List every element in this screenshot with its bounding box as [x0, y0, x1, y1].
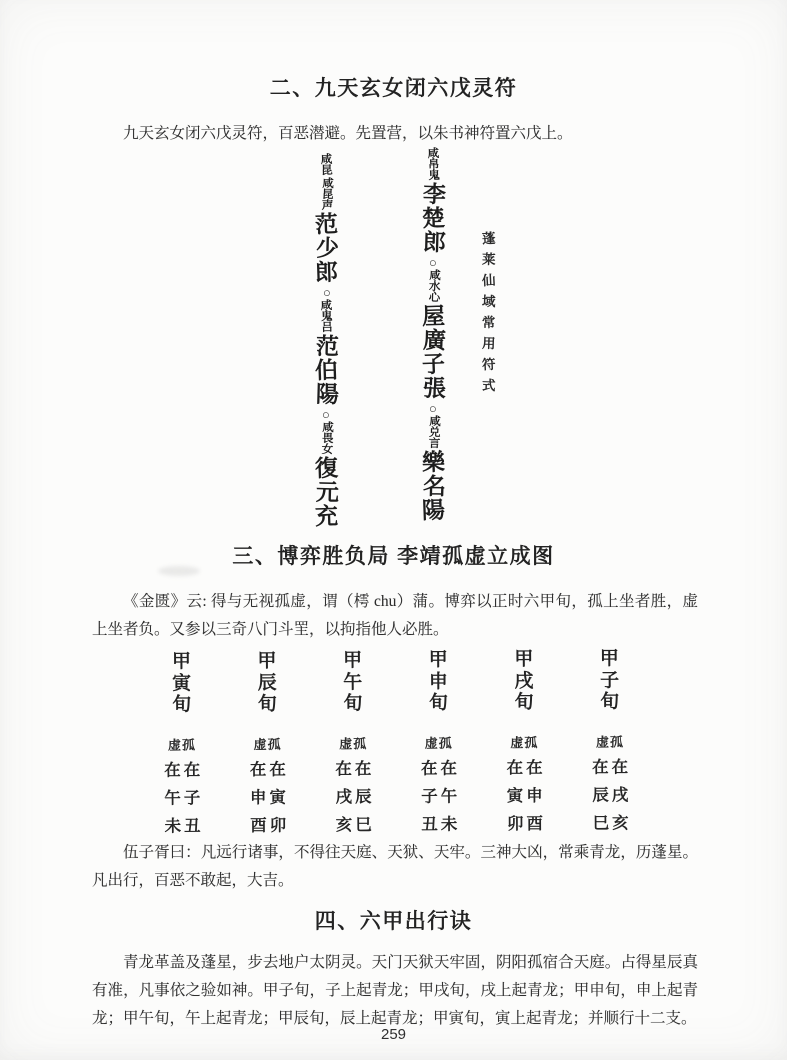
- talisman-caption-character: 符: [481, 356, 496, 373]
- talisman-caption-character: 域: [481, 293, 496, 310]
- header-character: 旬: [600, 691, 620, 713]
- talisman-glyph-part: 咸: [428, 269, 440, 283]
- page-number: 259: [380, 1026, 407, 1043]
- header-character: 午: [343, 671, 363, 693]
- header-character: 戌: [514, 670, 534, 692]
- jia-xun-column-header: [429, 650, 448, 717]
- branch-pair-cell: 卯酉: [506, 813, 547, 834]
- talisman-intro-paragraph: 九天玄女闭六戊灵符，百恶潜避。先置营，以朱书神符置六戊上。: [123, 125, 573, 142]
- talisman-glyph-part: 咸: [427, 147, 439, 161]
- header-character: 旬: [172, 694, 192, 716]
- talisman-caption-character: 仙: [481, 272, 496, 289]
- talisman-character: 復: [314, 455, 338, 482]
- talisman-glyph-part: 咸: [321, 421, 333, 435]
- header-character: 旬: [428, 692, 449, 714]
- header-character: 甲: [514, 649, 534, 671]
- branch-pair-cell: 在在: [164, 760, 204, 781]
- branch-pair-cell: 在在: [335, 759, 375, 779]
- branch-pair-cell: 在在: [420, 758, 461, 779]
- game-intro-paragraph: 《金匮》云: 得与无视孤虚，谓（樗 chu）蒲。博弈以正时六甲旬，孤上坐者胜，虚上坐者负。又参以三奇八门斗罜，以拘指他人必胜。: [92, 593, 698, 638]
- talisman-glyph-part: 咸: [428, 415, 440, 429]
- talisman-character: 李: [422, 181, 446, 208]
- header-character: 子: [599, 669, 620, 692]
- talisman-character: 范: [314, 211, 338, 238]
- talisman-glyph-part: 昆: [320, 164, 332, 178]
- header-character: 旬: [343, 693, 363, 715]
- xu-gu-label: 虚孤: [167, 736, 197, 753]
- header-character: 甲: [343, 650, 363, 672]
- talisman-caption-character: 常: [481, 314, 496, 331]
- branch-pair-cell: 未丑: [164, 816, 204, 836]
- branch-pair-cell: 午子: [164, 788, 204, 808]
- talisman-glyph-part: 言: [428, 437, 440, 451]
- xu-gu-label: 虚孤: [424, 735, 453, 751]
- xu-gu-label: 虚孤: [253, 736, 282, 752]
- travel-body-paragraph: 青龙革盖及蓬星，步去地户太阴灵。天门天狱天牢固，阴阳孤宿合天庭。占得星辰真有准，凡事依之验如神。甲子旬，子上起青龙；甲戌旬，戌上起青龙；甲申旬，申上起青龙；甲午旬，午上起青龙；甲辰旬，辰上起青龙；甲寅旬，寅上起青龙；并顺行十二支。: [92, 954, 698, 1027]
- talisman-glyph-part: 吕: [320, 321, 332, 335]
- header-character: 甲: [428, 649, 448, 671]
- header-character: 甲: [171, 651, 192, 673]
- branch-pair-cell: 在在: [249, 760, 289, 780]
- jia-xun-column: [577, 648, 642, 833]
- talisman-caption-character: 莱: [481, 251, 496, 268]
- talisman-glyph-part: 咸: [320, 153, 332, 167]
- talisman-compound-glyph: [320, 301, 332, 334]
- talisman-glyph-part: 女: [321, 443, 333, 457]
- header-character: 旬: [514, 692, 534, 714]
- talisman-glyph-part: 水: [428, 280, 440, 294]
- talisman-compound-glyph: [321, 423, 332, 456]
- talisman-glyph-part: 帛: [427, 158, 439, 172]
- talisman-compound-glyph: [320, 155, 331, 177]
- jia-xun-column-header: [343, 650, 362, 717]
- header-character: 申: [428, 671, 448, 693]
- talisman-character: 名: [422, 473, 446, 500]
- talisman-caption-character: 用: [481, 335, 496, 352]
- jia-xun-table: [149, 648, 642, 836]
- talisman-glyph-part: 昆: [321, 188, 333, 202]
- jia-xun-column: [149, 651, 214, 836]
- talisman-separator-circle: ○: [322, 284, 332, 301]
- talisman-character: 范: [315, 333, 339, 360]
- section-title-nine-heavens-talisman: 二、九天玄女闭六戊灵符: [269, 77, 518, 100]
- talisman-column-center: [392, 148, 474, 523]
- talisman-character: 陽: [421, 497, 445, 524]
- branch-pair-cell: 在在: [506, 758, 546, 778]
- jia-xun-column: [406, 649, 471, 834]
- talisman-character: 張: [422, 375, 446, 402]
- header-character: 甲: [257, 650, 277, 672]
- jia-xun-column-header: [172, 651, 191, 718]
- branch-pair-cell: 巳亥: [592, 813, 632, 833]
- scan-smudge: [158, 566, 200, 576]
- jia-xun-column: [321, 650, 386, 835]
- branch-pair-cell: 申寅: [249, 787, 290, 808]
- talisman-glyph-part: 畏: [321, 432, 333, 446]
- branch-pair-cell: 辰戌: [592, 785, 632, 805]
- branch-pair-cell: 在在: [592, 757, 632, 778]
- jia-xun-column-header: [257, 651, 276, 718]
- talisman-glyph-part: 兑: [428, 426, 440, 440]
- jia-xun-column-header: [514, 649, 533, 716]
- jia-xun-column-header: [600, 648, 619, 715]
- talisman-compound-glyph: [428, 417, 439, 450]
- talisman-separator-circle: ○: [321, 406, 331, 423]
- talisman-glyph-part: 鬼: [427, 169, 439, 183]
- talisman-caption: [482, 232, 496, 400]
- talisman-caption-character: 蓬: [481, 230, 496, 247]
- talisman-glyph-part: 声: [321, 199, 333, 213]
- talisman-character: 楚: [421, 205, 445, 232]
- talisman-character: 子: [421, 351, 445, 378]
- header-character: 甲: [599, 648, 619, 670]
- xu-gu-label: 虚孤: [339, 735, 368, 751]
- talisman-character: 郎: [422, 229, 446, 256]
- talisman-character: 伯: [314, 357, 338, 384]
- talisman-figure: [0, 148, 787, 528]
- header-character: 辰: [257, 672, 277, 694]
- wu-zixu-note-paragraph: 伍子胥曰：凡远行诸事，不得往天庭、天狱、天牢。三神大凶，常乘青龙，历蓬星。凡出行，百恶不敢起，大吉。: [92, 844, 698, 889]
- talisman-character: 廣: [422, 327, 446, 354]
- talisman-character: 屋: [421, 303, 445, 330]
- talisman-compound-glyph: [427, 149, 439, 182]
- jia-xun-column: [235, 651, 300, 836]
- talisman-separator-circle: ○: [428, 254, 438, 271]
- talisman-character: 郎: [314, 259, 338, 286]
- branch-pair-cell: 丑未: [421, 814, 461, 834]
- talisman-glyph-part: 鬼: [320, 310, 332, 324]
- talisman-character: 充: [314, 503, 338, 530]
- branch-pair-cell: 酉卯: [250, 815, 290, 836]
- talisman-character: 樂: [421, 449, 445, 476]
- header-character: 寅: [171, 672, 192, 695]
- talisman-compound-glyph: [321, 179, 332, 212]
- jia-xun-column: [492, 649, 557, 834]
- talisman-glyph-part: 咸: [321, 177, 333, 191]
- talisman-character: 元: [315, 479, 339, 506]
- branch-pair-cell: 寅申: [506, 786, 546, 806]
- talisman-character: 陽: [315, 381, 339, 408]
- talisman-caption-character: 式: [481, 377, 496, 394]
- xu-gu-label: 虚孤: [510, 734, 539, 750]
- talisman-compound-glyph: [428, 271, 439, 304]
- branch-pair-cell: 戌辰: [335, 787, 375, 807]
- talisman-separator-circle: ○: [428, 400, 438, 417]
- branch-pair-cell: 子午: [421, 786, 461, 807]
- branch-pair-cell: 亥巳: [335, 815, 375, 835]
- section-title-liujia-travel: 四、六甲出行诀: [314, 910, 473, 933]
- talisman-column-left: [283, 154, 369, 529]
- talisman-glyph-part: 咸: [320, 299, 332, 313]
- section-title-game-win-lose: 三、博弈胜负局 李靖孤虚立成图: [232, 545, 555, 568]
- talisman-glyph-part: 心: [428, 291, 440, 305]
- header-character: 旬: [257, 693, 277, 715]
- talisman-character: 少: [315, 235, 339, 262]
- xu-gu-label: 虚孤: [595, 734, 625, 750]
